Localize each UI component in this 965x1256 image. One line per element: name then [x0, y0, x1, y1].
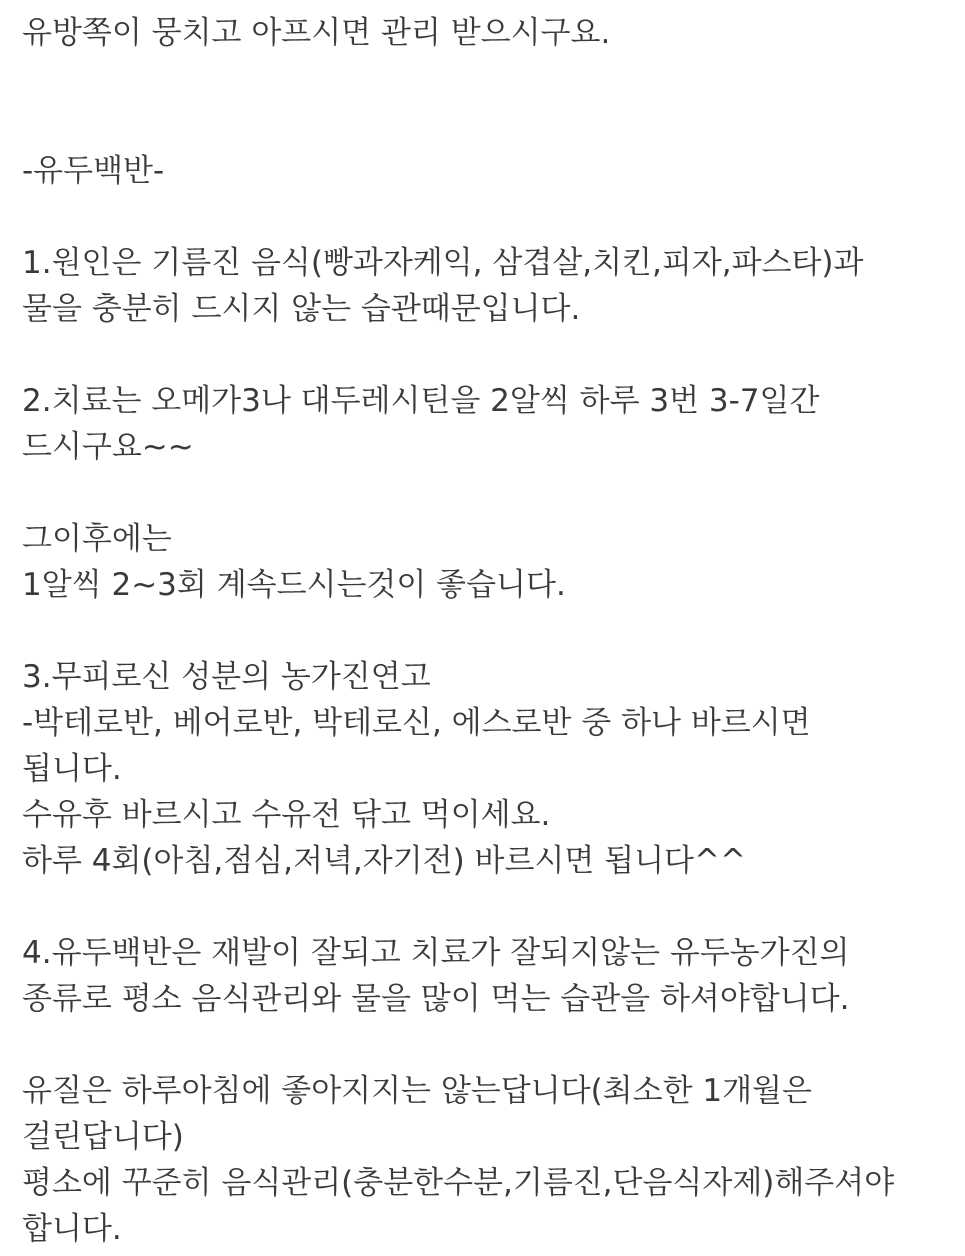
cause-line-1: 1.원인은 기름진 음식(빵과자케익, 삼겹살,치킨,피자,파스타)과 — [22, 245, 864, 281]
recurrence-line-2: 종류로 평소 음식관리와 물을 많이 먹는 습관을 하셔야합니다. — [22, 981, 850, 1017]
closing-line-3: 평소에 꾸준히 음식관리(충분한수분,기름진,단음식자제)해주셔야 — [22, 1165, 895, 1201]
ointment-line-3: 됩니다. — [22, 751, 122, 787]
ointment-line-5: 하루 4회(아침,점심,저녁,자기전) 바르시면 됩니다^^ — [22, 843, 746, 879]
spacer — [22, 56, 962, 148]
ointment-line-2: -박테로반, 베어로반, 박테로신, 에스로반 중 하나 바르시면 — [22, 705, 811, 741]
cause-line-2: 물을 충분히 드시지 않는 습관때문입니다. — [22, 291, 581, 327]
treatment-line-2: 드시구요~~ — [22, 429, 194, 465]
spacer — [22, 608, 962, 654]
spacer — [22, 1022, 962, 1068]
recurrence-line-1: 4.유두백반은 재발이 잘되고 치료가 잘되지않는 유두농가진의 — [22, 935, 850, 971]
closing-line-1: 유질은 하루아침에 좋아지지는 않는답니다(최소한 1개월은 — [22, 1073, 812, 1109]
ointment-line-1: 3.무피로신 성분의 농가진연고 — [22, 659, 431, 695]
ointment-line-4: 수유후 바르시고 수유전 닦고 먹이세요. — [22, 797, 551, 833]
after-line-1: 그이후에는 — [22, 521, 172, 557]
closing-line-4: 합니다. — [22, 1211, 122, 1247]
spacer — [22, 884, 962, 930]
spacer — [22, 194, 962, 240]
section-heading: -유두백반- — [22, 153, 165, 189]
intro-line: 유방쪽이 뭉치고 아프시면 관리 받으시구요. — [22, 15, 611, 51]
treatment-line-1: 2.치료는 오메가3나 대두레시틴을 2알씩 하루 3번 3-7일간 — [22, 383, 820, 419]
document-body — [22, 0, 962, 1252]
spacer — [22, 332, 962, 378]
spacer — [22, 470, 962, 516]
closing-line-2: 걸린답니다) — [22, 1119, 184, 1155]
after-line-2: 1알씩 2~3회 계속드시는것이 좋습니다. — [22, 567, 566, 603]
